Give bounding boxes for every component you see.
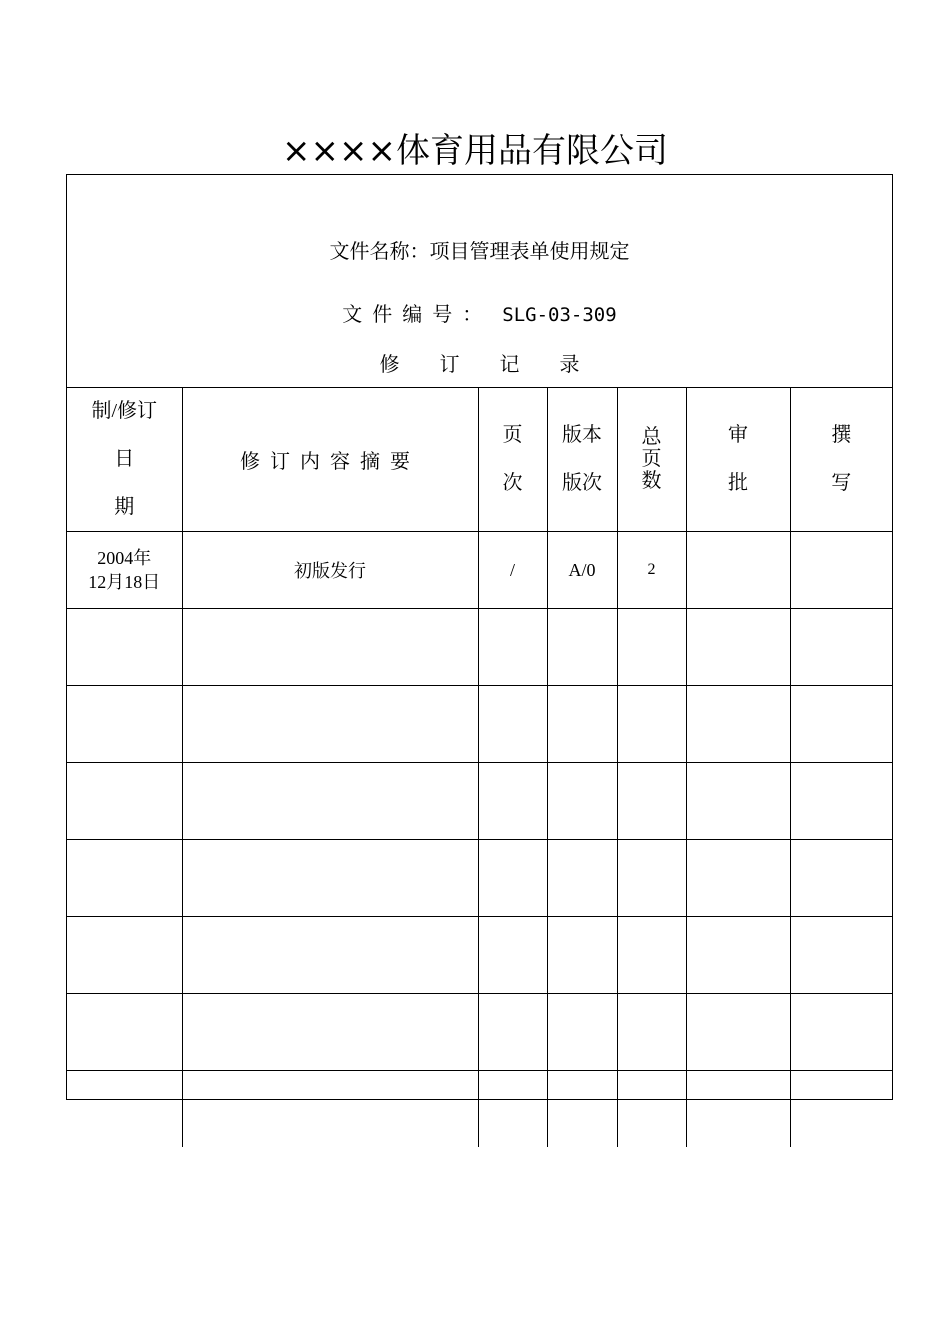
column-header-version-line2: 版次 <box>562 472 602 494</box>
cell-approve <box>686 917 790 994</box>
company-title: ××××体育用品有限公司 <box>282 131 668 171</box>
cell-page <box>478 994 547 1071</box>
column-header-total-pages-line1: 总 <box>641 426 662 448</box>
cell-summary <box>182 1071 478 1148</box>
cell-author <box>790 532 892 609</box>
column-header-approve <box>686 387 790 532</box>
cell-date <box>67 609 182 686</box>
cell-date <box>67 840 182 917</box>
column-header-author-line1: 撰 <box>831 424 852 446</box>
column-header-page-line2: 次 <box>502 472 523 494</box>
column-header-version-line1: 版本 <box>562 424 602 446</box>
cell-page: / <box>478 532 547 609</box>
file-number-value: SLG-03-309 <box>502 304 617 326</box>
cell-total-pages <box>617 1071 686 1148</box>
table-row <box>67 917 892 994</box>
cell-version <box>547 840 617 917</box>
column-header-total-pages-line3: 数 <box>641 470 662 492</box>
document-header <box>67 175 892 388</box>
cell-version <box>547 994 617 1071</box>
cell-page <box>478 763 547 840</box>
cell-total-pages <box>617 686 686 763</box>
cell-approve <box>686 686 790 763</box>
cell-approve <box>686 994 790 1071</box>
cell-author <box>790 840 892 917</box>
cell-date <box>67 532 182 609</box>
table-row <box>67 532 892 609</box>
table-row <box>67 1071 892 1148</box>
cell-summary: 初版发行 <box>182 532 478 609</box>
column-header-approve-line2: 批 <box>728 472 748 494</box>
cell-page <box>478 609 547 686</box>
cell-summary <box>182 840 478 917</box>
column-header-approve-line1: 审 <box>728 424 748 446</box>
cell-page <box>478 1071 547 1148</box>
cell-version <box>547 917 617 994</box>
cell-author <box>790 917 892 994</box>
cell-approve <box>686 763 790 840</box>
cell-author <box>790 1071 892 1148</box>
column-header-author-line2: 写 <box>831 472 852 494</box>
cell-total-pages: 2 <box>617 532 686 609</box>
column-header-summary-text: 修订内容摘要 <box>240 450 420 473</box>
table-header-row <box>67 387 892 532</box>
column-header-summary <box>182 387 478 532</box>
cell-author <box>790 686 892 763</box>
cell-version <box>547 1071 617 1148</box>
cell-total-pages <box>617 763 686 840</box>
cell-date <box>67 917 182 994</box>
cell-date <box>67 686 182 763</box>
file-number-label: 文件编号： <box>342 302 493 326</box>
table-row <box>67 763 892 840</box>
cell-author <box>790 609 892 686</box>
cell-version: A/0 <box>547 532 617 609</box>
file-name: 文件名称：项目管理表单使用规定 <box>329 239 630 263</box>
cell-version <box>547 686 617 763</box>
cell-author <box>790 994 892 1071</box>
cell-version <box>547 609 617 686</box>
column-header-version <box>547 387 617 532</box>
cell-total-pages <box>617 917 686 994</box>
cell-total-pages <box>617 840 686 917</box>
file-number <box>67 300 892 329</box>
column-header-page <box>478 387 547 532</box>
table-row <box>67 840 892 917</box>
cell-summary <box>182 609 478 686</box>
cell-date <box>67 1071 182 1148</box>
column-header-date-line2: 日期 <box>114 448 161 518</box>
table-row <box>67 686 892 763</box>
cell-approve <box>686 532 790 609</box>
cell-summary <box>182 763 478 840</box>
column-header-author <box>790 387 892 532</box>
cell-page <box>478 686 547 763</box>
cell-author <box>790 763 892 840</box>
cell-date-line1: 2004年 <box>97 548 152 568</box>
column-header-total-pages <box>617 387 686 532</box>
cell-approve <box>686 840 790 917</box>
table-row <box>67 609 892 686</box>
cell-date-line2: 12月18日 <box>88 572 161 592</box>
column-header-page-line1: 页 <box>502 424 523 446</box>
cell-date <box>67 994 182 1071</box>
column-header-date-line1: 制/修订 <box>91 400 158 422</box>
revision-record-heading: 修订记录 <box>379 352 620 376</box>
column-header-date <box>67 387 182 532</box>
cell-summary <box>182 917 478 994</box>
cell-total-pages <box>617 609 686 686</box>
table-row <box>67 994 892 1071</box>
cell-approve <box>686 1071 790 1148</box>
revision-table <box>67 387 892 1147</box>
cell-total-pages <box>617 994 686 1071</box>
cell-version <box>547 763 617 840</box>
document-frame <box>66 174 893 1100</box>
cell-summary <box>182 994 478 1071</box>
cell-date <box>67 763 182 840</box>
cell-approve <box>686 609 790 686</box>
cell-page <box>478 917 547 994</box>
cell-summary <box>182 686 478 763</box>
cell-page <box>478 840 547 917</box>
column-header-total-pages-line2: 页 <box>641 448 662 470</box>
